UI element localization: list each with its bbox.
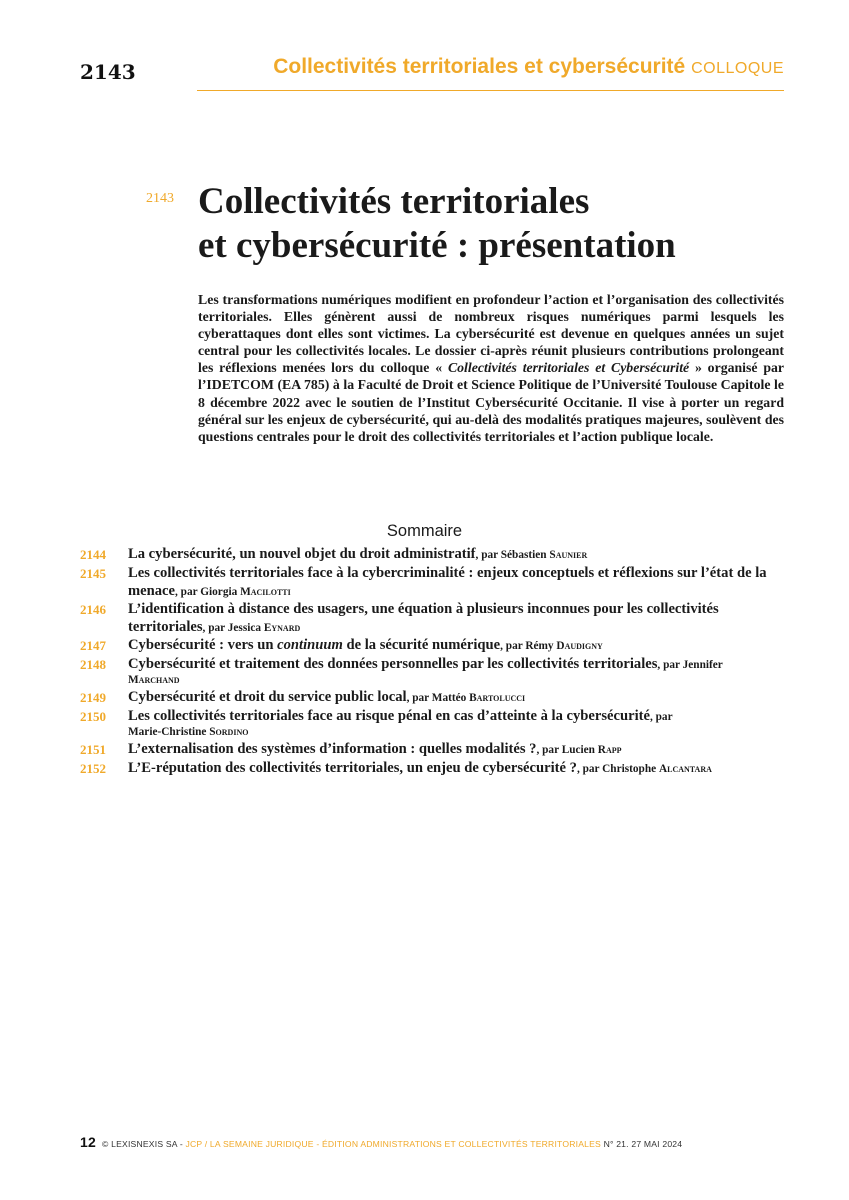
abstract-part1: Les transformations numériques modifient en profondeur l’action et l’organisation des collectivités territoriales. Elles génèrent aussi de nombreux risques numériques parmi lesquels les cyberattaques dont elles sont victimes. La cybersécurité est devenue en quelques années un sujet central pour les collectivités locales. Le dossier ci-après réunit plusieurs contributions prolongeant les réflexions menées lors du colloque « (198, 292, 784, 376)
sommaire-heading: Sommaire (386, 522, 463, 540)
toc-entry[interactable] (80, 655, 785, 688)
sommaire-list (80, 545, 785, 778)
toc-entry-title: L’externalisation des systèmes d’information : quelles modalités ? (128, 741, 537, 757)
toc-entry[interactable] (80, 564, 785, 600)
toc-entry-number: 2151 (80, 742, 106, 757)
running-title (273, 55, 784, 79)
toc-entry-number: 2145 (80, 566, 106, 581)
article-title-line2: et cybersécurité : présentation (198, 225, 676, 266)
toc-entry-number: 2144 (80, 547, 106, 562)
toc-entry-by: , par (649, 711, 673, 723)
rubric-label: COLLOQUE (691, 60, 784, 77)
toc-entry-title: Les collectivités territoriales face au risque pénal en cas d’atteinte à la cybersécurité (128, 708, 650, 724)
footer-journal: JCP / LA SEMAINE JURIDIQUE - ÉDITION ADMINISTRATIONS ET COLLECTIVITÉS TERRITORIALES (185, 1139, 601, 1149)
toc-entry-title-italic: continuum (277, 637, 343, 653)
toc-entry[interactable] (80, 600, 785, 636)
toc-entry[interactable] (80, 740, 785, 759)
toc-entry-author: Alcantara (658, 763, 712, 775)
toc-entry-by: , par Rémy (500, 640, 557, 652)
toc-entry-title (128, 637, 500, 653)
page-number: 2143 (80, 60, 136, 84)
toc-entry[interactable] (80, 759, 785, 778)
toc-entry-by: , par Mattéo (406, 692, 470, 704)
toc-entry-by: , par Christophe (576, 763, 659, 775)
abstract-colloquium-title: Collectivités territoriales et Cybersécurité (447, 360, 690, 376)
article-abstract (198, 291, 784, 445)
toc-entry-number: 2146 (80, 602, 106, 617)
toc-entry-number: 2148 (80, 657, 106, 672)
toc-entry-author: Sordino (209, 726, 249, 738)
toc-entry-by: , par Jennifer (657, 659, 723, 671)
toc-entry-by: , par Jessica (202, 622, 264, 634)
article-title-line1: Collectivités territoriales (198, 181, 590, 222)
toc-entry-author: Rapp (597, 744, 622, 756)
toc-entry-author: Macilotti (240, 586, 291, 598)
article-number: 2143 (146, 191, 174, 206)
toc-entry-title: Cybersécurité et droit du service public local (128, 689, 407, 705)
toc-entry-by: , par Giorgia (175, 586, 241, 598)
toc-entry-by: , par Sébastien (475, 549, 550, 561)
toc-entry-title: Cybersécurité et traitement des données personnelles par les collectivités territoriales (128, 656, 658, 672)
toc-entry-author: Saunier (549, 549, 588, 561)
toc-entry-title: Les collectivités territoriales face à la cybercriminalité : enjeux conceptuels et réflexions sur l’état de la menace (128, 565, 767, 599)
footer-copyright: © LEXISNEXIS SA - (101, 1139, 186, 1149)
page-footer (80, 1134, 682, 1150)
toc-entry-title: La cybersécurité, un nouvel objet du droit administratif (128, 546, 476, 562)
toc-entry-title: L’identification à distance des usagers, une équation à plusieurs inconnues pour les collectivités territoriales (128, 601, 719, 635)
toc-entry-author: Eynard (263, 622, 301, 634)
toc-entry-by: , par Lucien (536, 744, 598, 756)
toc-entry-title-part-b: de la sécurité numérique (342, 637, 501, 653)
toc-entry-author: Marchand (128, 674, 180, 686)
toc-entry[interactable] (80, 688, 785, 707)
toc-entry-number: 2150 (80, 709, 106, 724)
toc-entry-title: L’E-réputation des collectivités territoriales, un enjeu de cybersécurité ? (128, 760, 577, 776)
toc-entry[interactable] (80, 545, 785, 564)
footer-issue: N° 21. 27 MAI 2024 (600, 1139, 683, 1149)
toc-entry-number: 2147 (80, 638, 106, 653)
toc-entry-author: Daudigny (556, 640, 603, 652)
toc-entry-number: 2149 (80, 690, 106, 705)
toc-entry[interactable] (80, 636, 785, 655)
footer-page-number: 12 (80, 1134, 96, 1150)
toc-entry-author: Bartolucci (469, 692, 526, 704)
abstract-part2: » organisé par l’IDETCOM (EA 785) à la Faculté de Droit et Science Politique de l’Université Toulouse Capitole le 8 décembre 2022 avec le soutien de l’Institut Cybersécurité Occitanie. Il vise à porter un regard général sur les enjeux de cybersécurité, qui au-delà des modalités pratiques majeures, soulèvent des questions centrales pour le droit des collectivités territoriales et l’action publique locale. (198, 360, 785, 444)
toc-entry-title-part-a: Cybersécurité : vers un (128, 637, 278, 653)
toc-entry-by-firstname: Marie-Christine (128, 726, 210, 738)
header-rule (197, 90, 784, 91)
article-title (198, 180, 798, 268)
toc-entry-number: 2152 (80, 761, 106, 776)
running-title-text: Collectivités territoriales et cybersécurité (273, 55, 686, 78)
toc-entry[interactable] (80, 707, 785, 740)
